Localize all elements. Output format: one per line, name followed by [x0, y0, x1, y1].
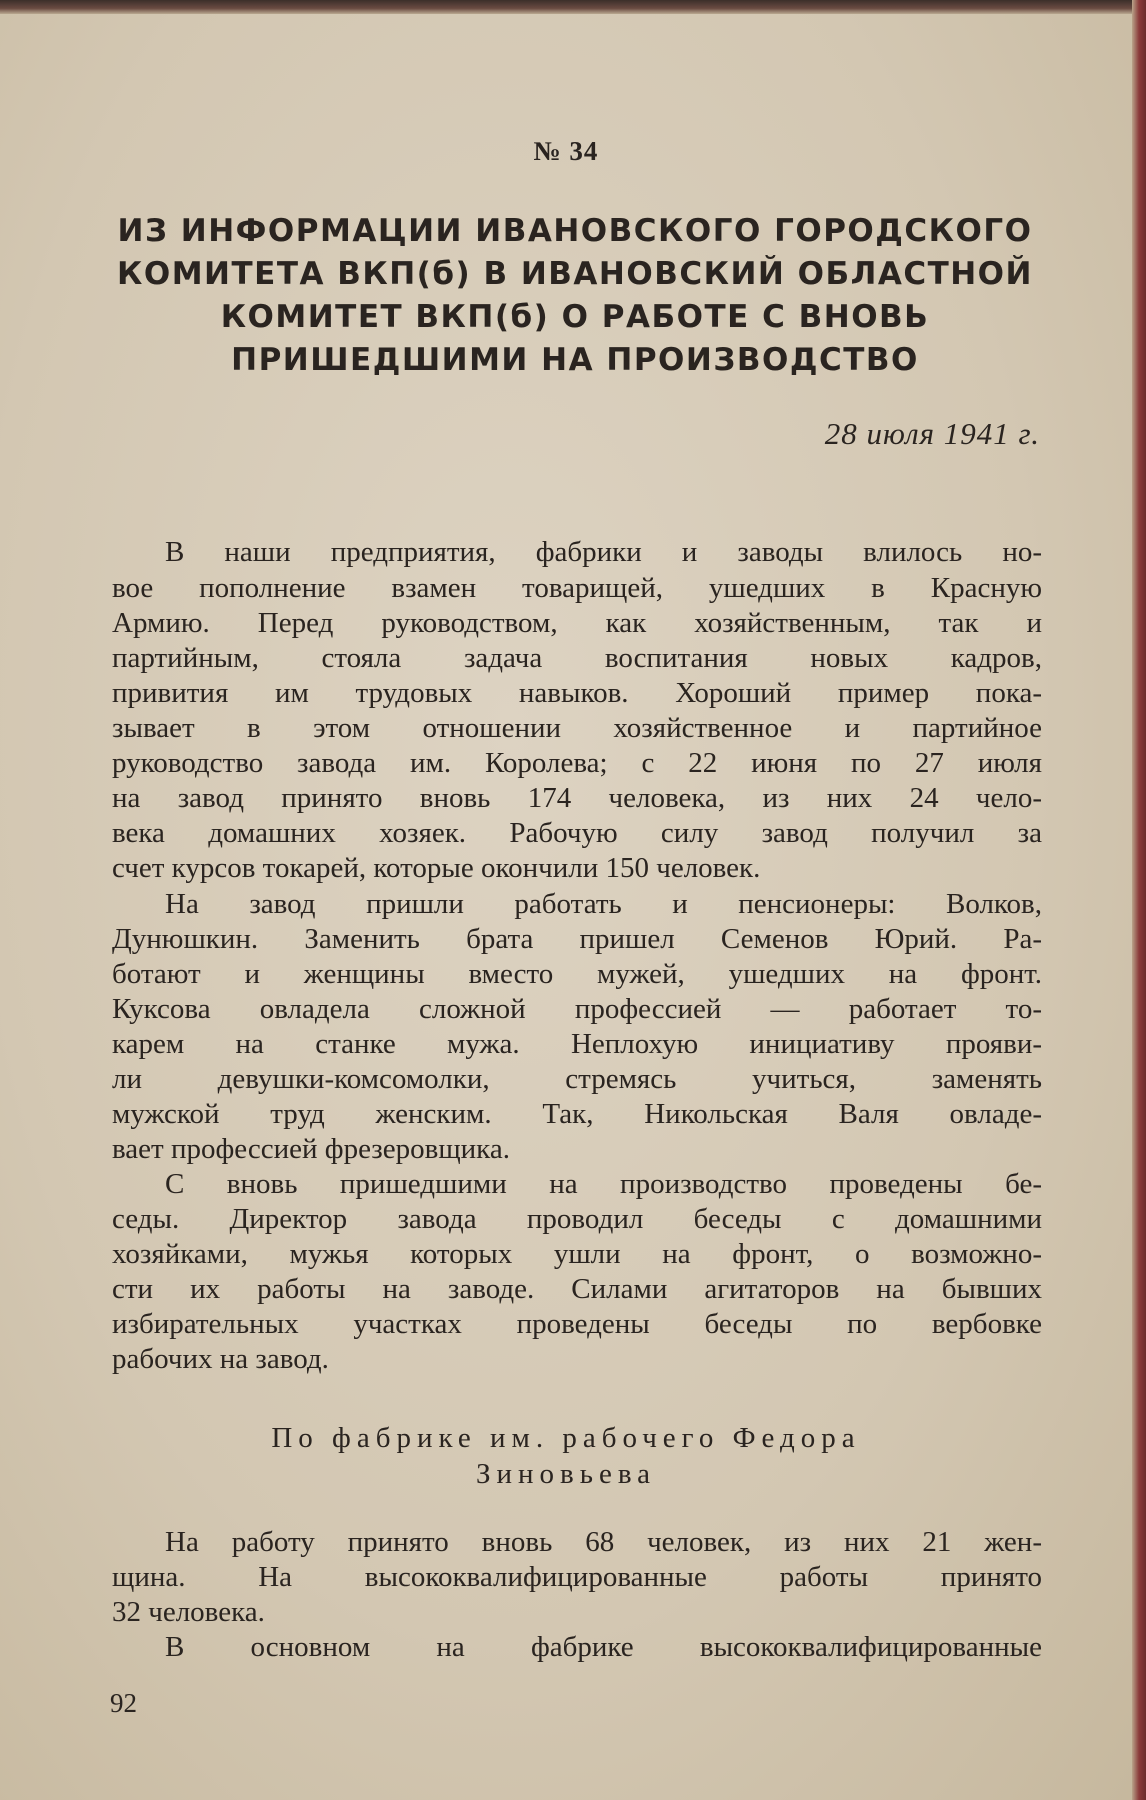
text-line: Куксова овладела сложной профессией — работает то- [112, 993, 1042, 1025]
section-subheading: По фабрике им. рабочего Федора [271, 1422, 861, 1454]
text-line: на завод принято вновь 174 человека, из них 24 чело- [112, 782, 1042, 814]
title-line: ПРИШЕДШИМИ НА ПРОИЗВОДСТВО [231, 342, 919, 378]
document-number: № 34 [533, 136, 599, 166]
text-line: счет курсов токарей, которые окончили 150 человек. [112, 852, 761, 884]
text-line: В наши предприятия, фабрики и заводы влилось но- [165, 536, 1042, 568]
text-line: мужской труд женским. Так, Никольская Валя овладе- [112, 1098, 1042, 1130]
text-line: рабочих на завод. [112, 1343, 329, 1375]
text-line: Армию. Перед руководством, как хозяйственным, так и [112, 607, 1042, 639]
text-line: партийным, стояла задача воспитания новых кадров, [112, 642, 1042, 674]
text-line: хозяйками, мужья которых ушли на фронт, о возможно- [112, 1238, 1042, 1270]
text-line: ли девушки-комсомолки, стремясь учиться, заменять [112, 1063, 1042, 1095]
title-line: КОМИТЕТ ВКП(б) О РАБОТЕ С ВНОВЬ [220, 299, 930, 335]
page-number: 92 [110, 1688, 137, 1718]
text-line: вое пополнение взамен товарищей, ушедших в Красную [112, 572, 1042, 604]
text-line: 32 человека. [112, 1596, 265, 1628]
text-line: седы. Директор завода проводил беседы с домашними [112, 1203, 1042, 1235]
document-title [100, 210, 1050, 382]
book-top-edge [0, 0, 1146, 14]
book-page [0, 14, 1132, 1800]
title-line: КОМИТЕТА ВКП(б) В ИВАНОВСКИЙ ОБЛАСТНОЙ [117, 256, 1033, 292]
text-line: Дунюшкин. Заменить брата пришел Семенов Юрий. Ра- [112, 923, 1042, 955]
text-line: руководство завода им. Королева; с 22 июня по 27 июля [112, 747, 1042, 779]
text-line: В основном на фабрике высококвалифицированные [165, 1631, 1042, 1663]
text-line: На работу принято вновь 68 человек, из них 21 жен- [165, 1526, 1042, 1558]
text-line: вает профессией фрезеровщика. [112, 1133, 510, 1165]
section-subheading: Зиновьева [475, 1458, 657, 1490]
text-line: ботают и женщины вместо мужей, ушедших на фронт. [112, 958, 1042, 990]
document-date: 28 июля 1941 г. [824, 416, 1040, 451]
text-line: На завод пришли работать и пенсионеры: Волков, [165, 888, 1042, 920]
text-line: века домашних хозяек. Рабочую силу завод получил за [112, 817, 1042, 849]
text-line: С вновь пришедшими на производство проведены бе- [165, 1168, 1042, 1200]
text-line: сти их работы на заводе. Силами агитаторов на бывших [112, 1273, 1042, 1305]
text-line: карем на станке мужа. Неплохую инициативу прояви- [112, 1028, 1042, 1060]
text-line: привития им трудовых навыков. Хороший пример пока- [112, 677, 1042, 709]
text-line: зывает в этом отношении хозяйственное и партийное [112, 712, 1042, 744]
text-line: избирательных участках проведены беседы по вербовке [112, 1308, 1042, 1340]
book-cover-edge [1132, 0, 1146, 1800]
title-line: ИЗ ИНФОРМАЦИИ ИВАНОВСКОГО ГОРОДСКОГО [117, 213, 1033, 249]
text-line: щина. На высококвалифицированные работы принято [112, 1561, 1042, 1593]
